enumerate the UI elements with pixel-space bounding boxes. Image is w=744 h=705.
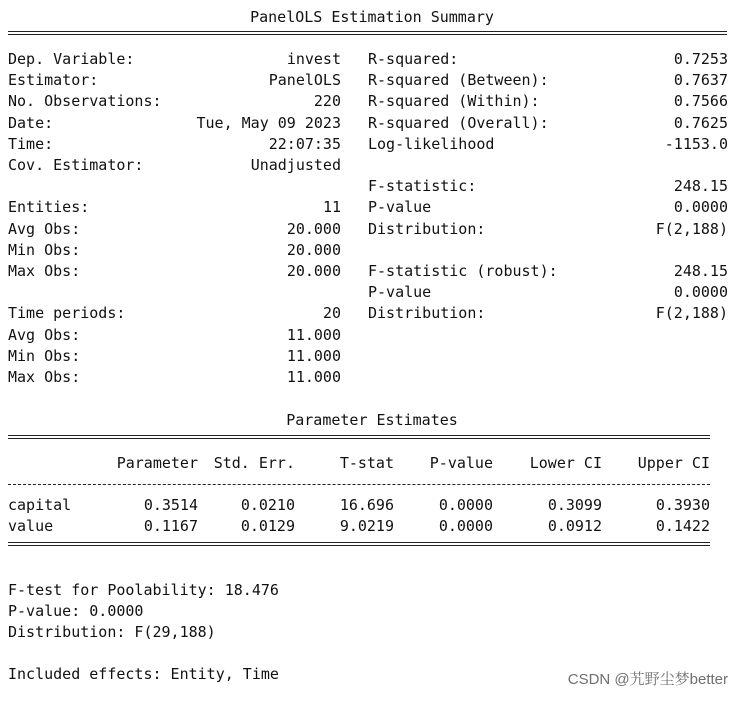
summary-row [0, 49, 744, 70]
summary-title: PanelOLS Estimation Summary [250, 8, 494, 26]
params-title: Parameter Estimates [286, 411, 458, 429]
summary-left-value: PanelOLS [268, 71, 341, 90]
summary-right-label: R-squared (Between): [368, 71, 549, 90]
summary-left-value: 20 [322, 304, 341, 323]
summary-left-value: invest [286, 50, 341, 68]
params-bottom-rule [8, 542, 710, 546]
summary-left-value: 11 [322, 198, 341, 217]
summary-right-label: P-value [368, 283, 432, 302]
param-std-err: 0.0210 [240, 496, 295, 514]
summary-row [0, 134, 744, 155]
summary-left-value: 20.000 [286, 219, 341, 238]
table-row [0, 516, 744, 537]
included-effects: Included effects: Entity, Time [8, 665, 279, 683]
summary-right-value: 0.7625 [673, 113, 728, 132]
param-p-value: 0.0000 [438, 517, 493, 535]
summary-right-value: -1153.0 [664, 134, 728, 153]
param-t-stat: 16.696 [339, 496, 394, 514]
summary-left-value: 11.000 [286, 325, 341, 344]
param-t-stat: 9.0219 [339, 517, 394, 535]
summary-left-label: Cov. Estimator: [8, 156, 144, 174]
summary-right-label: F-statistic: [368, 177, 477, 196]
summary-left-label: Dep. Variable: [8, 50, 135, 68]
header-parameter: Parameter [116, 454, 198, 472]
summary-row [0, 176, 744, 197]
summary-row [0, 219, 744, 240]
watermark: CSDN @艽野尘梦better [567, 671, 728, 688]
summary-left-value: 20.000 [286, 240, 341, 259]
param-estimate: 0.3514 [143, 496, 198, 514]
summary-row [0, 367, 744, 388]
summary-left-value: 22:07:35 [268, 134, 341, 153]
summary-left-value: 20.000 [286, 262, 341, 280]
table-row [0, 495, 744, 516]
summary-right-label: Log-likelihood [368, 134, 495, 153]
summary-row [0, 303, 744, 324]
summary-top-rule [8, 31, 727, 35]
summary-left-label: Entities: [8, 198, 90, 217]
summary-row [0, 113, 744, 134]
poolability-distribution: Distribution: F(29,188) [8, 623, 216, 641]
summary-right-value: 0.7637 [673, 71, 728, 90]
summary-left-label: Avg Obs: [8, 325, 81, 344]
summary-left-value: 220 [313, 92, 341, 111]
summary-right-value: 0.7566 [673, 92, 728, 111]
param-upper-ci: 0.1422 [655, 517, 710, 535]
params-mid-rule [8, 484, 710, 485]
header-upper-ci: Upper CI [637, 454, 710, 472]
summary-right-label: R-squared (Within): [368, 92, 540, 111]
summary-row [0, 91, 744, 112]
summary-row [0, 282, 744, 303]
summary-left-label: Min Obs: [8, 346, 81, 365]
summary-right-label: R-squared: [368, 50, 459, 68]
header-lower-ci: Lower CI [529, 454, 602, 472]
summary-right-label: Distribution: [368, 219, 486, 238]
summary-right-label: R-squared (Overall): [368, 113, 549, 132]
param-lower-ci: 0.0912 [547, 517, 602, 535]
summary-left-label: Max Obs: [8, 368, 81, 386]
poolability-p-value: P-value: 0.0000 [8, 602, 144, 620]
summary-row [0, 197, 744, 218]
param-estimate: 0.1167 [143, 517, 198, 535]
summary-left-value: 11.000 [286, 368, 341, 386]
header-p-value: P-value [429, 454, 493, 472]
summary-left-label: Max Obs: [8, 262, 81, 280]
param-upper-ci: 0.3930 [655, 496, 710, 514]
summary-left-label: No. Observations: [8, 92, 162, 111]
params-header-row [0, 453, 744, 474]
summary-right-value: 0.0000 [673, 198, 728, 217]
summary-right-value: 248.15 [673, 177, 728, 196]
poolability-f-test: F-test for Poolability: 18.476 [8, 581, 279, 599]
summary-left-label: Time periods: [8, 304, 126, 323]
header-std-err: Std. Err. [213, 454, 295, 472]
summary-left-value: 11.000 [286, 346, 341, 365]
summary-left-label: Min Obs: [8, 240, 81, 259]
summary-row [0, 70, 744, 91]
summary-left-label: Avg Obs: [8, 219, 81, 238]
param-name: value [8, 517, 54, 535]
summary-left-value: Unadjusted [250, 156, 341, 174]
param-std-err: 0.0129 [240, 517, 295, 535]
summary-right-value: 0.0000 [673, 283, 728, 302]
summary-row [0, 346, 744, 367]
summary-left-label: Date: [8, 113, 54, 132]
param-name: capital [8, 496, 72, 514]
summary-left-label: Estimator: [8, 71, 99, 90]
summary-right-value: F(2,188) [655, 304, 728, 323]
summary-right-label: P-value [368, 198, 432, 217]
params-top-rule [8, 435, 710, 439]
summary-right-value: 248.15 [673, 262, 728, 280]
summary-right-value: F(2,188) [655, 219, 728, 238]
summary-row [0, 325, 744, 346]
summary-row [0, 240, 744, 261]
summary-row [0, 261, 744, 282]
summary-left-label: Time: [8, 134, 54, 153]
param-lower-ci: 0.3099 [547, 496, 602, 514]
summary-left-value: Tue, May 09 2023 [196, 113, 341, 132]
summary-right-label: Distribution: [368, 304, 486, 323]
summary-right-label: F-statistic (robust): [368, 262, 558, 280]
param-p-value: 0.0000 [438, 496, 493, 514]
summary-right-value: 0.7253 [673, 50, 728, 68]
header-t-stat: T-stat [339, 454, 394, 472]
summary-row [0, 155, 744, 176]
